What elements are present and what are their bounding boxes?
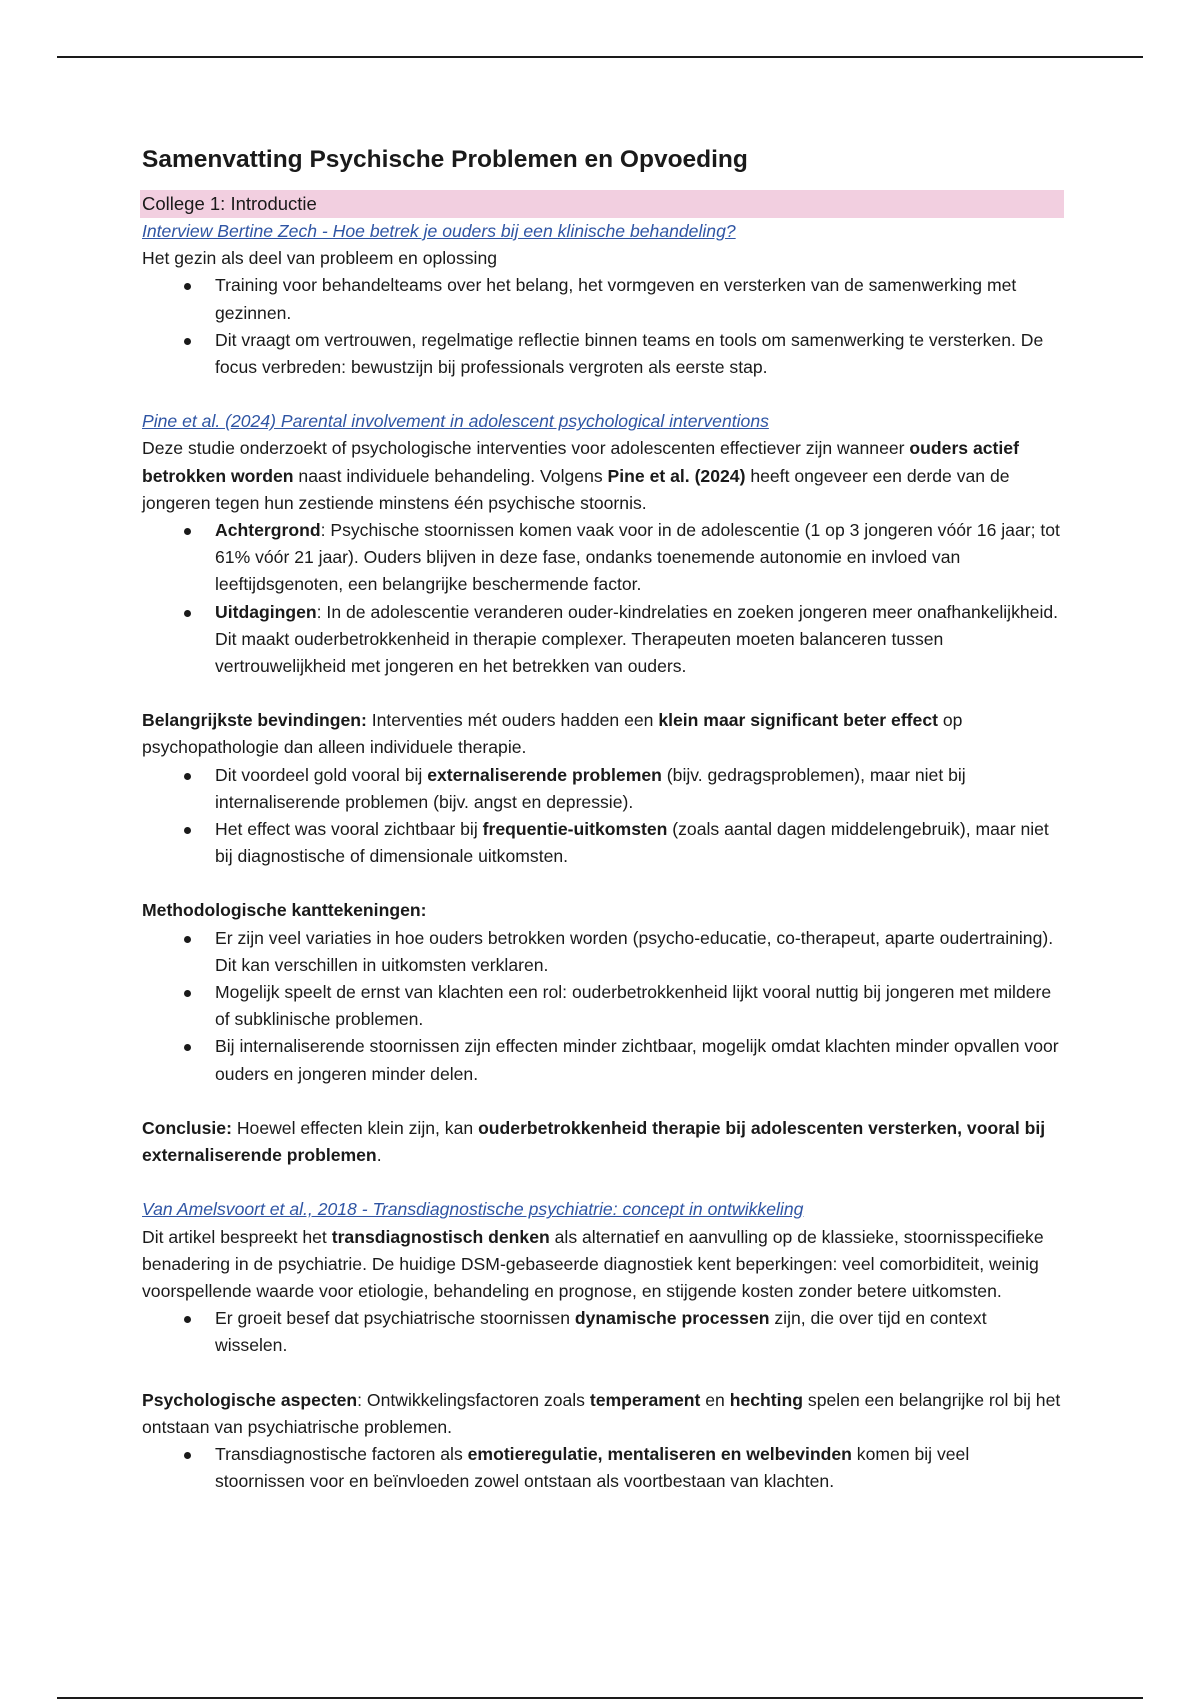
paragraph: Belangrijkste bevindingen: Interventies mét ouders hadden een klein maar significant beter effect op psychopathologie dan alleen individuele therapie.	[142, 710, 963, 758]
header-rule	[57, 56, 1143, 58]
list-item: Er zijn veel variaties in hoe ouders betrokken worden (psycho-educatie, co-therapeut, aparte oudertraining). Dit kan verschillen in uitkomsten verklaren.	[142, 925, 1062, 979]
list-item: Training voor behandelteams over het belang, het vormgeven en versterken van de samenwerking met gezinnen.	[142, 272, 1062, 326]
list-item: Mogelijk speelt de ernst van klachten een rol: ouderbetrokkenheid lijkt vooral nuttig bij jongeren met mildere of subklinische problemen.	[142, 979, 1062, 1033]
article-link-pine[interactable]: Pine et al. (2024) Parental involvement in adolescent psychological interventions	[142, 411, 769, 432]
bullet-list	[142, 272, 1062, 381]
list-item: Achtergrond: Psychische stoornissen komen vaak voor in de adolescentie (1 op 3 jongeren vóór 16 jaar; tot 61% vóór 21 jaar). Ouders blijven in deze fase, ondanks toenemende autonomie en invloed van leeftijdsgenoten, een belangrijke beschermende factor.	[142, 517, 1062, 599]
list-item: Het effect was vooral zichtbaar bij frequentie-uitkomsten (zoals aantal dagen middelengebruik), maar niet bij diagnostische of dimensionale uitkomsten.	[142, 816, 1062, 870]
footer-rule	[57, 1697, 1143, 1699]
document-body	[142, 140, 1062, 1495]
bullet-list	[142, 925, 1062, 1088]
list-item: Bij internaliserende stoornissen zijn effecten minder zichtbaar, mogelijk omdat klachten minder opvallen voor ouders en jongeren minder delen.	[142, 1033, 1062, 1087]
paragraph: Deze studie onderzoekt of psychologische interventies voor adolescenten effectiever zijn wanneer ouders actief betrokken worden naast individuele behandeling. Volgens Pine et al. (2024) heeft ongeveer een derde van de jongeren tegen hun zestiende minstens één psychische stoornis.	[142, 438, 1019, 513]
paragraph: Psychologische aspecten: Ontwikkelingsfactoren zoals temperament en hechting spelen een belangrijke rol bij het ontstaan van psychiatrische problemen.	[142, 1389, 1061, 1437]
bullet-list	[142, 1441, 1062, 1495]
paragraph: Dit artikel bespreekt het transdiagnostisch denken als alternatief en aanvulling op de klassieke, stoornisspecifieke benadering in de psychiatrie. De huidige DSM-gebaseerde diagnostiek kent beperkingen: veel comorbiditeit, weinig voorspellende waarde voor etiologie, behandeling en prognose, en stijgende kosten zonder betere uitkomsten.	[142, 1226, 1044, 1301]
list-item: Er groeit besef dat psychiatrische stoornissen dynamische processen zijn, die over tijd en context wisselen.	[142, 1305, 1062, 1359]
list-item: Dit vraagt om vertrouwen, regelmatige reflectie binnen teams en tools om samenwerking te versterken. De focus verbreden: bewustzijn bij professionals vergroten als eerste stap.	[142, 327, 1062, 381]
bullet-list	[142, 1305, 1062, 1359]
conclusion: Conclusie: Hoewel effecten klein zijn, kan ouderbetrokkenheid therapie bij adolescenten versterken, vooral bij externaliserende problemen.	[142, 1117, 1046, 1166]
interview-link[interactable]: Interview Bertine Zech - Hoe betrek je ouders bij een klinische behandeling?	[142, 221, 736, 241]
bullet-list	[142, 517, 1062, 680]
subheading: Methodologische kanttekeningen:	[142, 900, 427, 921]
list-item: Uitdagingen: In de adolescentie veranderen ouder-kindrelaties en zoeken jongeren meer onafhankelijkheid. Dit maakt ouderbetrokkenheid in therapie complexer. Therapeuten moeten balanceren tussen vertrouwelijkheid met jongeren en het betrekken van ouders.	[142, 599, 1062, 681]
article-link-van-amelsvoort[interactable]: Van Amelsvoort et al., 2018 - Transdiagnostische psychiatrie: concept in ontwikkeling	[142, 1199, 804, 1220]
list-item: Dit voordeel gold vooral bij externaliserende problemen (bijv. gedragsproblemen), maar niet bij internaliserende problemen (bijv. angst en depressie).	[142, 762, 1062, 816]
document-title: Samenvatting Psychische Problemen en Opvoeding	[142, 146, 748, 173]
college-heading: College 1: Introductie	[140, 190, 1064, 218]
list-item: Transdiagnostische factoren als emotieregulatie, mentaliseren en welbevinden komen bij veel stoornissen voor en beïnvloeden zowel ontstaan als voortbestaan van klachten.	[142, 1441, 1062, 1495]
bullet-list	[142, 762, 1062, 871]
section-intro: Het gezin als deel van probleem en oplossing	[142, 248, 498, 269]
